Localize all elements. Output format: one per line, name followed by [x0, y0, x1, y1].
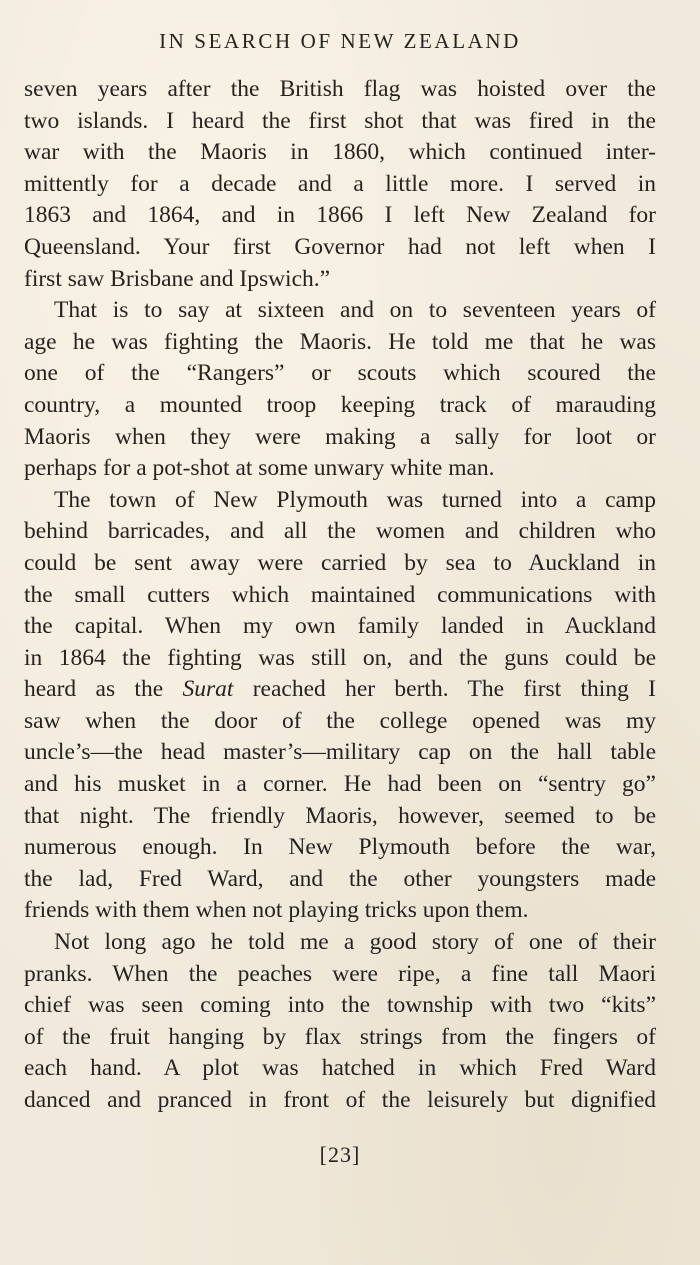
- book-page: [24, 0, 656, 1265]
- text-line: uncle’s—the head master’s—military cap on the hall table: [24, 739, 656, 766]
- text-line: one of the “Rangers” or scouts which scoured the: [24, 360, 656, 387]
- text-line: country, a mounted troop keeping track of marauding: [24, 391, 656, 418]
- text-line: age he was fighting the Maoris. He told me that he was: [24, 328, 656, 355]
- text-line: and his musket in a corner. He had been on “sentry go”: [24, 771, 656, 798]
- text-line: Queensland. Your first Governor had not left when I: [24, 233, 656, 260]
- text-line: saw when the door of the college opened was my: [24, 707, 656, 734]
- text-line: the lad, Fred Ward, and the other youngsters made: [24, 865, 656, 892]
- text-line: Not long ago he told me a good story of one of their: [54, 929, 656, 956]
- text-line: could be sent away were carried by sea to Auckland in: [24, 549, 656, 576]
- text-line: 1863 and 1864, and in 1866 I left New Zealand for: [24, 202, 656, 229]
- body-text: [24, 74, 656, 1117]
- text-line: That is to say at sixteen and on to seventeen years of: [54, 297, 656, 324]
- text-line: [24, 674, 656, 706]
- text-line: of the fruit hanging by flax strings from the fingers of: [24, 1023, 656, 1050]
- text-line: numerous enough. In New Plymouth before the war,: [24, 834, 656, 861]
- text-line: mittently for a decade and a little more. I served in: [24, 170, 656, 197]
- text-line: that night. The friendly Maoris, however, seemed to be: [24, 802, 656, 829]
- text-line: seven years after the British flag was hoisted over the: [24, 76, 656, 102]
- ship-name: Surat: [182, 676, 234, 703]
- running-head: IN SEARCH OF NEW ZEALAND: [159, 29, 521, 53]
- text-line: two islands. I heard the first shot that was fired in the: [24, 107, 656, 134]
- text-line: the capital. When my own family landed in Auckland: [24, 613, 656, 640]
- text-line: in 1864 the fighting was still on, and the guns could be: [24, 644, 656, 671]
- text-line: each hand. A plot was hatched in which Fred Ward: [24, 1055, 656, 1082]
- text-line: war with the Maoris in 1860, which continued inter-: [24, 139, 656, 166]
- text-line: the small cutters which maintained communications with: [24, 581, 656, 608]
- text-line: perhaps for a pot-shot at some unwary white man.: [24, 455, 495, 482]
- text-fragment: reached her berth. The first thing I: [233, 676, 656, 703]
- text-line: chief was seen coming into the township with two “kits”: [24, 992, 656, 1019]
- text-line: first saw Brisbane and Ipswich.”: [24, 265, 331, 292]
- page-number: [23]: [319, 1142, 361, 1167]
- text-line: Maoris when they were making a sally for loot or: [24, 423, 656, 450]
- text-line: behind barricades, and all the women and children who: [24, 518, 656, 545]
- text-line: danced and pranced in front of the leisurely but dignified: [24, 1087, 656, 1113]
- text-line: pranks. When the peaches were ripe, a fine tall Maori: [24, 960, 656, 987]
- text-fragment: heard as the: [24, 676, 183, 703]
- text-line: The town of New Plymouth was turned into a camp: [54, 486, 656, 513]
- text-line: friends with them when not playing tricks upon them.: [24, 897, 529, 924]
